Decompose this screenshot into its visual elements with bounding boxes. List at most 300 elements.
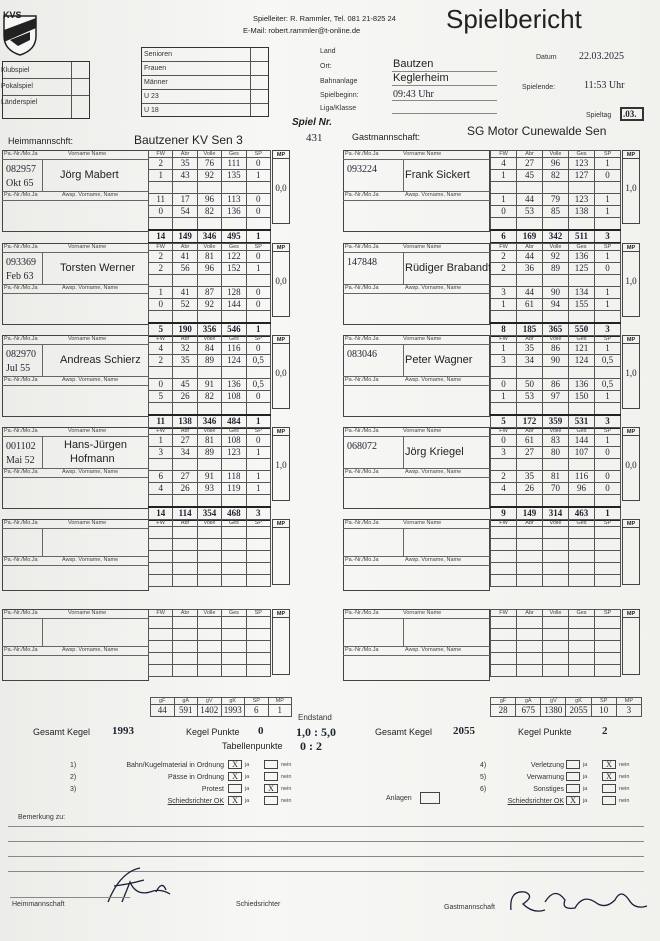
player-name: Peter Wagner: [405, 354, 473, 366]
pass-label: Pa.-Nr./Mo.Ja: [4, 469, 38, 475]
check-nein-box[interactable]: [264, 772, 278, 781]
score-cell: 80: [543, 447, 569, 459]
player-name: Andreas Schierz: [60, 354, 141, 366]
check-nein-box[interactable]: [602, 784, 616, 793]
check-label: Schiedsrichter OK: [167, 798, 224, 805]
gast-team: SG Motor Cunewalde Sen: [467, 124, 607, 138]
home-kp-value: 0: [258, 725, 264, 737]
score-cell: 86: [543, 343, 569, 355]
name-label: Vorname Name: [403, 610, 442, 616]
score-cell: 0: [595, 170, 621, 182]
check-number: 4): [480, 762, 487, 769]
endstand-label: Endstand: [298, 713, 332, 722]
mp-label: MP: [273, 244, 289, 252]
score-cell: 61: [517, 299, 543, 311]
substitute-label: Awsp. Vorname, Name: [405, 377, 462, 383]
score-cell: 34: [517, 355, 543, 367]
substitute-label: Awsp. Vorname, Name: [62, 469, 119, 475]
score-cell: 1: [246, 483, 270, 495]
substitute-label: Awsp. Vorname, Name: [62, 647, 119, 653]
score-cell: 135: [222, 170, 246, 182]
total-cell: 6: [491, 230, 517, 243]
score-cell: 44: [517, 287, 543, 299]
category-frauen: Frauen: [144, 65, 167, 72]
substitute-label: Awsp. Vorname, Name: [405, 285, 462, 291]
score-cell: 82: [543, 170, 569, 182]
score-cell: 1: [149, 435, 173, 447]
player-pass-number: 082957: [6, 164, 36, 175]
gast-label: Gastmannschaft:: [352, 132, 421, 142]
score-cell: 89: [197, 355, 221, 367]
total-cell: 546: [222, 323, 246, 336]
score-cell: 0: [149, 379, 173, 391]
nein-label: nein: [281, 762, 292, 768]
name-label: Vorname Name: [68, 428, 107, 434]
score-cell: 150: [569, 391, 595, 403]
score-cell: 138: [569, 206, 595, 218]
total-cell: 346: [197, 415, 221, 428]
player-birth: Okt 65: [6, 178, 34, 189]
substitute-label: Awsp. Vorname, Name: [62, 557, 119, 563]
score-cell: 111: [222, 158, 246, 170]
score-cell: 70: [543, 483, 569, 495]
bahnanlage-value: Keglerheim: [393, 72, 449, 84]
mp-label: MP: [273, 520, 289, 528]
score-cell: 1: [595, 194, 621, 206]
score-cell: 90: [543, 287, 569, 299]
mp-label: MP: [623, 610, 639, 618]
total-cell: 14: [149, 507, 173, 520]
score-cell: 1: [595, 287, 621, 299]
nein-label: nein: [619, 798, 630, 804]
logo-text: KVS: [3, 10, 22, 20]
score-cell: 0: [491, 206, 517, 218]
player-name: Jörg Mabert: [60, 169, 119, 181]
pass-label: Pa.-Nr./Mo.Ja: [4, 520, 38, 526]
score-cell: 3: [491, 447, 517, 459]
check-number: 1): [70, 762, 77, 769]
player-name: Frank Sickert: [405, 169, 470, 181]
score-cell: 0: [149, 299, 173, 311]
score-table: FW Abr Volle Ges SP: [490, 609, 621, 677]
score-cell: 1: [595, 391, 621, 403]
score-cell: 35: [517, 343, 543, 355]
total-cell: 484: [222, 415, 246, 428]
total-cell: 468: [222, 507, 246, 520]
total-cell: 169: [517, 230, 543, 243]
land-label: Land: [320, 48, 336, 55]
score-cell: 1: [491, 170, 517, 182]
score-cell: 3: [491, 355, 517, 367]
score-cell: 1: [246, 471, 270, 483]
score-cell: 85: [543, 206, 569, 218]
score-cell: 124: [569, 355, 595, 367]
score-cell: 44: [517, 194, 543, 206]
score-cell: 81: [197, 435, 221, 447]
score-cell: 93: [197, 483, 221, 495]
score-cell: 96: [569, 483, 595, 495]
pass-label: Pa.-Nr./Mo.Ja: [345, 557, 379, 563]
score-cell: 108: [222, 391, 246, 403]
mp-box: [272, 243, 290, 317]
category-senioren: Senioren: [144, 51, 173, 58]
total-cell: 495: [222, 230, 246, 243]
score-cell: 0: [246, 435, 270, 447]
gast-sign-label: Gastmannschaft: [444, 904, 495, 911]
score-cell: 116: [222, 343, 246, 355]
score-cell: 0: [246, 194, 270, 206]
total-cell: 14: [149, 230, 173, 243]
score-cell: 107: [569, 447, 595, 459]
score-cell: 1: [246, 170, 270, 182]
check-row: [70, 796, 298, 807]
score-cell: 0: [491, 379, 517, 391]
pass-label: Pa.-Nr./Mo.Ja: [345, 610, 379, 616]
spielbeginn-label: Spielbeginn:: [320, 92, 359, 99]
spielbeginn-value: 09:43 Uhr: [393, 89, 434, 100]
total-cell: 346: [197, 230, 221, 243]
mp-value: 0,0: [625, 460, 637, 470]
mp-label: MP: [273, 610, 289, 618]
check-number: 2): [70, 774, 77, 781]
score-cell: 41: [173, 287, 197, 299]
score-cell: 76: [197, 158, 221, 170]
substitute-label: Awsp. Vorname, Name: [405, 469, 462, 475]
check-number: 5): [480, 774, 487, 781]
home-signature: [100, 862, 190, 912]
player-pass-number: 083046: [347, 349, 377, 360]
check-ja-box[interactable]: [566, 784, 580, 793]
mp-label: MP: [273, 336, 289, 344]
score-cell: 1: [595, 206, 621, 218]
score-cell: 0: [246, 206, 270, 218]
score-cell: 0,5: [595, 355, 621, 367]
pass-label: Pa.-Nr./Mo.Ja: [4, 428, 38, 434]
score-table: FW Abr Volle Ges SP 1 35 86 121 1 3 34 90 124 0,5 0 50 86 136 0,5 1 53 97 150 1 5 172 359 531 3: [490, 335, 621, 429]
spieltag-label: Spieltag: [586, 112, 612, 119]
liga-label: Liga/Klasse: [320, 105, 357, 112]
player-name-line2: Hofmann: [70, 453, 115, 465]
heim-team: Bautzener KV Sen 3: [134, 133, 243, 147]
check-row: [70, 784, 298, 795]
page-title: Spielbericht: [446, 4, 582, 34]
total-cell: 3: [595, 323, 621, 336]
player-pass-number: 001102: [6, 441, 36, 452]
total-cell: 342: [543, 230, 569, 243]
score-cell: 82: [197, 391, 221, 403]
total-cell: 3: [595, 415, 621, 428]
score-cell: 3: [149, 447, 173, 459]
pass-label: Pa.-Nr./Mo.Ja: [4, 151, 38, 157]
heim-sign-label: Heimmannschaft: [12, 901, 65, 908]
score-cell: 0: [246, 287, 270, 299]
guest-signature: [505, 880, 655, 925]
score-cell: 54: [173, 206, 197, 218]
score-cell: 11: [149, 194, 173, 206]
score-cell: 43: [173, 170, 197, 182]
datum-value: 22.03.2025: [579, 51, 624, 62]
score-cell: 1: [595, 299, 621, 311]
mp-value: 1,0: [625, 183, 637, 193]
total-cell: 1: [246, 323, 270, 336]
total-cell: 185: [517, 323, 543, 336]
check-row: [480, 796, 636, 807]
player-birth: Jul 55: [6, 363, 31, 374]
score-cell: 0,5: [246, 355, 270, 367]
score-cell: 136: [569, 251, 595, 263]
category-box: [141, 47, 269, 117]
total-cell: 5: [491, 415, 517, 428]
mp-box: [622, 243, 640, 317]
score-cell: 0: [246, 251, 270, 263]
category-u23: U 23: [144, 93, 159, 100]
nein-label: nein: [281, 786, 292, 792]
score-cell: 136: [222, 206, 246, 218]
score-cell: 0: [246, 158, 270, 170]
pass-label: Pa.-Nr./Mo.Ja: [345, 192, 379, 198]
anlagen-label: Anlagen: [386, 795, 412, 802]
score-cell: 35: [517, 471, 543, 483]
check-row: [480, 784, 636, 795]
score-cell: 113: [222, 194, 246, 206]
score-cell: 89: [543, 263, 569, 275]
check-row: [70, 772, 298, 783]
name-label: Vorname Name: [68, 610, 107, 616]
score-cell: 83: [543, 435, 569, 447]
score-table: FW Abr Volle Ges SP 4 32 84 116 0 2 35 89 124 0,5 0 45 91 136 0,5 5 26 82 108 0 11 138 346 484 1: [148, 335, 271, 429]
game-type-pokalspiel: Pokalspiel: [1, 83, 33, 90]
pass-label: Pa.-Nr./Mo.Ja: [345, 244, 379, 250]
check-nein-box[interactable]: [264, 796, 278, 805]
score-cell: 0: [246, 391, 270, 403]
ja-label: ja: [583, 786, 588, 792]
player-pass-number: 147848: [347, 257, 377, 268]
ort-label: Ort:: [320, 63, 332, 70]
score-cell: 123: [569, 158, 595, 170]
score-cell: 91: [197, 379, 221, 391]
spielende-value: 11:53 Uhr: [584, 80, 625, 91]
check-ja-box[interactable]: X: [566, 796, 580, 805]
player-pass-number: 068072: [347, 441, 377, 452]
ja-label: ja: [583, 762, 588, 768]
score-cell: 17: [173, 194, 197, 206]
check-ja-box[interactable]: X: [228, 760, 242, 769]
score-cell: 1: [149, 170, 173, 182]
score-cell: 4: [491, 158, 517, 170]
schiri-sign-label: Schiedsrichter: [236, 901, 281, 908]
total-cell: 354: [197, 507, 221, 520]
ja-label: ja: [245, 774, 250, 780]
score-cell: 87: [197, 287, 221, 299]
mp-box: [272, 609, 290, 675]
name-label: Vorname Name: [68, 520, 107, 526]
score-table: FW Abr Volle Ges SP 0 61 83 144 1 3 27 80 107 0 2 35 81 116 0 4 26 70 96 0 9 149 314 463 1: [490, 427, 621, 521]
ort-value: Bautzen: [393, 58, 434, 70]
tabellen-value: 0 : 2: [300, 739, 322, 753]
score-cell: 53: [517, 391, 543, 403]
substitute-label: Awsp. Vorname, Name: [62, 377, 119, 383]
score-cell: 2: [149, 355, 173, 367]
score-cell: 92: [197, 299, 221, 311]
score-cell: 1: [491, 343, 517, 355]
score-cell: 121: [569, 343, 595, 355]
mp-label: MP: [273, 151, 289, 159]
guest-kp-value: 2: [602, 725, 608, 737]
score-cell: 152: [222, 263, 246, 275]
score-cell: 118: [222, 471, 246, 483]
substitute-label: Awsp. Vorname, Name: [405, 647, 462, 653]
score-cell: 0: [595, 483, 621, 495]
mp-label: MP: [623, 151, 639, 159]
home-totals-table: gF gA gV gK SP MP 44 591 1402 1993 6 1: [150, 697, 292, 717]
check-row: [480, 772, 636, 783]
score-cell: 35: [173, 355, 197, 367]
score-cell: 124: [222, 355, 246, 367]
score-table: FW Abr Volle Ges SP: [490, 519, 621, 587]
score-cell: 0: [149, 206, 173, 218]
total-cell: 1: [595, 507, 621, 520]
score-cell: 1: [491, 299, 517, 311]
guest-totals-table: gF gA gV gK SP MP 28 675 1380 2055 10 3: [490, 697, 642, 717]
score-cell: 45: [517, 170, 543, 182]
tabellen-label: Tabellenpunkte: [222, 741, 283, 751]
player-name: Jörg Kriegel: [405, 446, 464, 458]
score-cell: 52: [173, 299, 197, 311]
substitute-label: Awsp. Vorname, Name: [405, 192, 462, 198]
total-cell: 149: [173, 230, 197, 243]
pass-label: Pa.-Nr./Mo.Ja: [345, 285, 379, 291]
mp-box: [622, 519, 640, 585]
score-cell: 0,5: [246, 379, 270, 391]
heim-label: Heimmannschft:: [8, 136, 74, 146]
mp-value: 1,0: [625, 368, 637, 378]
check-nein-box[interactable]: X: [602, 760, 616, 769]
score-cell: 3: [491, 287, 517, 299]
score-cell: 90: [543, 355, 569, 367]
mp-box: [622, 609, 640, 675]
name-label: Vorname Name: [68, 151, 107, 157]
mp-value: 0,0: [275, 368, 287, 378]
score-cell: 97: [543, 391, 569, 403]
nein-label: nein: [619, 786, 630, 792]
check-ja-box[interactable]: X: [228, 772, 242, 781]
name-label: Vorname Name: [68, 336, 107, 342]
score-cell: 1: [246, 263, 270, 275]
pass-label: Pa.-Nr./Mo.Ja: [4, 285, 38, 291]
total-cell: 149: [517, 507, 543, 520]
score-cell: 0: [595, 263, 621, 275]
score-cell: 53: [517, 206, 543, 218]
player-pass-number: 082970: [6, 349, 36, 360]
check-ja-box[interactable]: [228, 784, 242, 793]
score-table: FW Abr Volle Ges SP 4 27 96 123 1 1 45 82 127 0 1 44 79 123 1 0 53 85 138 1 6 169 342 511 3: [490, 150, 621, 244]
check-label: Verletzung: [530, 762, 564, 769]
name-label: Vorname Name: [403, 151, 442, 157]
score-cell: 26: [173, 391, 197, 403]
anlagen-box[interactable]: [420, 792, 440, 804]
total-cell: 172: [517, 415, 543, 428]
spiel-nr-value: 431: [306, 132, 323, 144]
pass-label: Pa.-Nr./Mo.Ja: [4, 377, 38, 383]
check-nein-box[interactable]: [602, 796, 616, 805]
name-label: Vorname Name: [403, 244, 442, 250]
home-gesamt-value: 1993: [112, 725, 134, 737]
score-cell: 125: [569, 263, 595, 275]
mp-box: [272, 335, 290, 409]
score-cell: 6: [149, 471, 173, 483]
score-cell: 1: [246, 447, 270, 459]
check-label: Verwarnung: [526, 774, 564, 781]
score-cell: 108: [222, 435, 246, 447]
score-cell: 144: [569, 435, 595, 447]
spiel-nr-label: Spiel Nr.: [292, 117, 333, 128]
score-cell: 1: [149, 287, 173, 299]
organizer-info: Spielleiter: R. Rammler, Tel. 081 21-825 24: [253, 14, 396, 23]
score-cell: 0: [595, 447, 621, 459]
score-cell: 79: [543, 194, 569, 206]
spielende-label: Spielende:: [522, 84, 556, 91]
mp-value: 1,0: [275, 460, 287, 470]
substitute-label: Awsp. Vorname, Name: [62, 285, 119, 291]
check-nein-box[interactable]: X: [264, 784, 278, 793]
check-nein-box[interactable]: [264, 760, 278, 769]
check-label: Schiedsrichter OK: [507, 798, 564, 805]
score-cell: 27: [517, 158, 543, 170]
total-cell: 1: [246, 415, 270, 428]
check-ja-box[interactable]: X: [228, 796, 242, 805]
check-ja-box[interactable]: [566, 772, 580, 781]
score-cell: 122: [222, 251, 246, 263]
pass-label: Pa.-Nr./Mo.Ja: [345, 336, 379, 342]
score-cell: 84: [197, 343, 221, 355]
score-table: FW Abr Volle Ges SP: [148, 609, 271, 677]
mp-value: 1,0: [625, 276, 637, 286]
category-u18: U 18: [144, 107, 159, 114]
score-cell: 4: [149, 343, 173, 355]
score-cell: 1: [595, 343, 621, 355]
mp-label: MP: [623, 244, 639, 252]
score-cell: 96: [197, 263, 221, 275]
score-cell: 4: [149, 483, 173, 495]
check-ja-box[interactable]: [566, 760, 580, 769]
check-nein-box[interactable]: X: [602, 772, 616, 781]
score-cell: 128: [222, 287, 246, 299]
score-cell: 144: [222, 299, 246, 311]
game-type-klubspiel: Klubspiel: [1, 67, 30, 74]
score-cell: 81: [543, 471, 569, 483]
score-cell: 89: [197, 447, 221, 459]
mp-box: [622, 427, 640, 501]
score-cell: 123: [569, 194, 595, 206]
score-cell: 27: [517, 447, 543, 459]
mp-value: 0,0: [275, 276, 287, 286]
total-cell: 1: [246, 230, 270, 243]
mp-value: 0,0: [275, 183, 287, 193]
total-cell: 3: [595, 230, 621, 243]
score-cell: 45: [173, 379, 197, 391]
player-name: Torsten Werner: [60, 262, 135, 274]
pass-label: Pa.-Nr./Mo.Ja: [345, 428, 379, 434]
total-cell: 356: [197, 323, 221, 336]
mp-label: MP: [623, 428, 639, 436]
score-cell: 26: [517, 483, 543, 495]
check-row: [70, 760, 298, 771]
home-gesamt-label: Gesamt Kegel: [33, 727, 91, 737]
score-cell: 35: [173, 158, 197, 170]
score-cell: 127: [569, 170, 595, 182]
final-score: 1,0 : 5,0: [296, 725, 336, 739]
score-table: FW Abr Volle Ges SP 2 35 76 111 0 1 43 92 135 1 11 17 96 113 0 0 54 82 136 0 14 149 346 495 1: [148, 150, 271, 244]
